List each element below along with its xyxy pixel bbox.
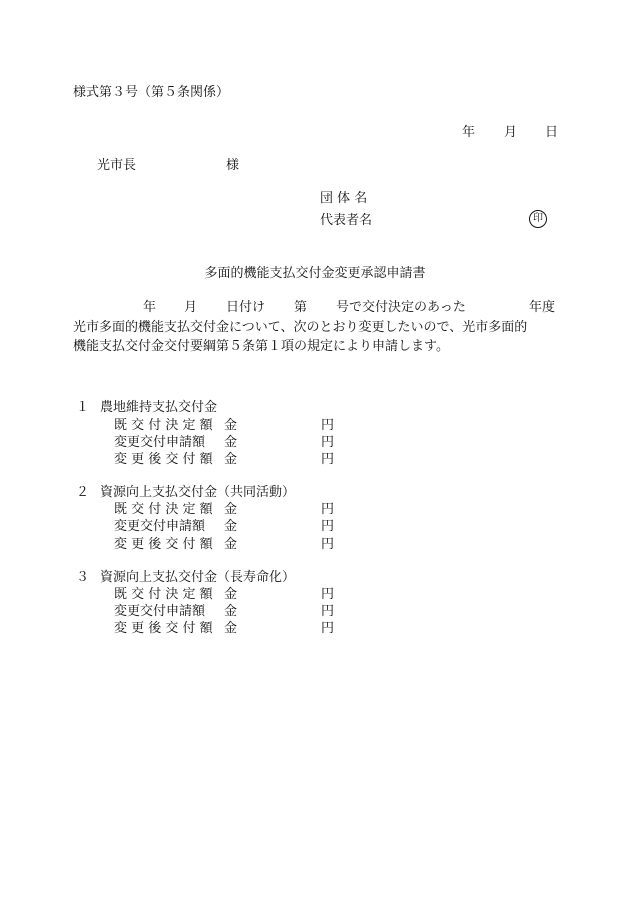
org-name-label: 団 体 名 bbox=[320, 191, 368, 206]
body-line-3: 機能支払交付金交付要綱第５条第１項の規定により申請します。 bbox=[73, 339, 449, 354]
body-year: 年 bbox=[143, 300, 157, 315]
body-month: 月 bbox=[184, 300, 198, 315]
representative-label: 代表者名 bbox=[320, 213, 373, 228]
row-label: 既 交 付 決 定 額 bbox=[114, 502, 213, 517]
row-en: 円 bbox=[321, 418, 335, 433]
addressee-honorific: 様 bbox=[226, 158, 240, 173]
date-day: 日 bbox=[545, 125, 559, 140]
document-title: 多面的機能支払交付金変更承認申請書 bbox=[204, 266, 426, 281]
row-label: 変 更 後 交 付 額 bbox=[114, 537, 213, 552]
row-en: 円 bbox=[321, 435, 335, 450]
seal-mark: 印 bbox=[529, 210, 547, 228]
row-en: 円 bbox=[321, 502, 335, 517]
row-label: 既 交 付 決 定 額 bbox=[114, 418, 213, 433]
row-en: 円 bbox=[321, 519, 335, 534]
row-en: 円 bbox=[321, 452, 335, 467]
form-number: 様式第３号（第５条関係） bbox=[73, 85, 230, 100]
section-title: 資源向上支払交付金（長寿命化） bbox=[100, 570, 296, 585]
row-kin: 金 bbox=[224, 621, 238, 636]
row-en: 円 bbox=[321, 537, 335, 552]
body-dai: 第 bbox=[294, 300, 308, 315]
row-en: 円 bbox=[321, 587, 335, 602]
row-kin: 金 bbox=[224, 418, 238, 433]
row-kin: 金 bbox=[224, 502, 238, 517]
section-title: 農地維持支払交付金 bbox=[100, 400, 218, 415]
row-kin: 金 bbox=[224, 604, 238, 619]
row-kin: 金 bbox=[224, 587, 238, 602]
date-month: 月 bbox=[504, 125, 518, 140]
date-year: 年 bbox=[462, 125, 476, 140]
row-en: 円 bbox=[321, 621, 335, 636]
section-number: ２ bbox=[76, 485, 90, 500]
section-number: ３ bbox=[76, 570, 90, 585]
row-en: 円 bbox=[321, 604, 335, 619]
body-go-text: 号で交付決定のあった bbox=[336, 300, 466, 315]
row-label: 変更交付申請額 bbox=[114, 604, 206, 619]
row-label: 変 更 後 交 付 額 bbox=[114, 621, 213, 636]
row-label: 変 更 後 交 付 額 bbox=[114, 452, 213, 467]
section-number: １ bbox=[76, 400, 90, 415]
body-line-2: 光市多面的機能支払交付金について、次のとおり変更したいので、光市多面的 bbox=[73, 320, 528, 335]
body-nendo: 年度 bbox=[529, 300, 556, 315]
row-kin: 金 bbox=[224, 452, 238, 467]
row-label: 変更交付申請額 bbox=[114, 435, 206, 450]
section-title: 資源向上支払交付金（共同活動） bbox=[100, 485, 296, 500]
row-kin: 金 bbox=[224, 519, 238, 534]
row-label: 変更交付申請額 bbox=[114, 519, 206, 534]
body-dated: 日付け bbox=[226, 300, 266, 315]
row-label: 既 交 付 決 定 額 bbox=[114, 587, 213, 602]
row-kin: 金 bbox=[224, 435, 238, 450]
row-kin: 金 bbox=[224, 537, 238, 552]
addressee: 光市長 bbox=[97, 158, 137, 173]
